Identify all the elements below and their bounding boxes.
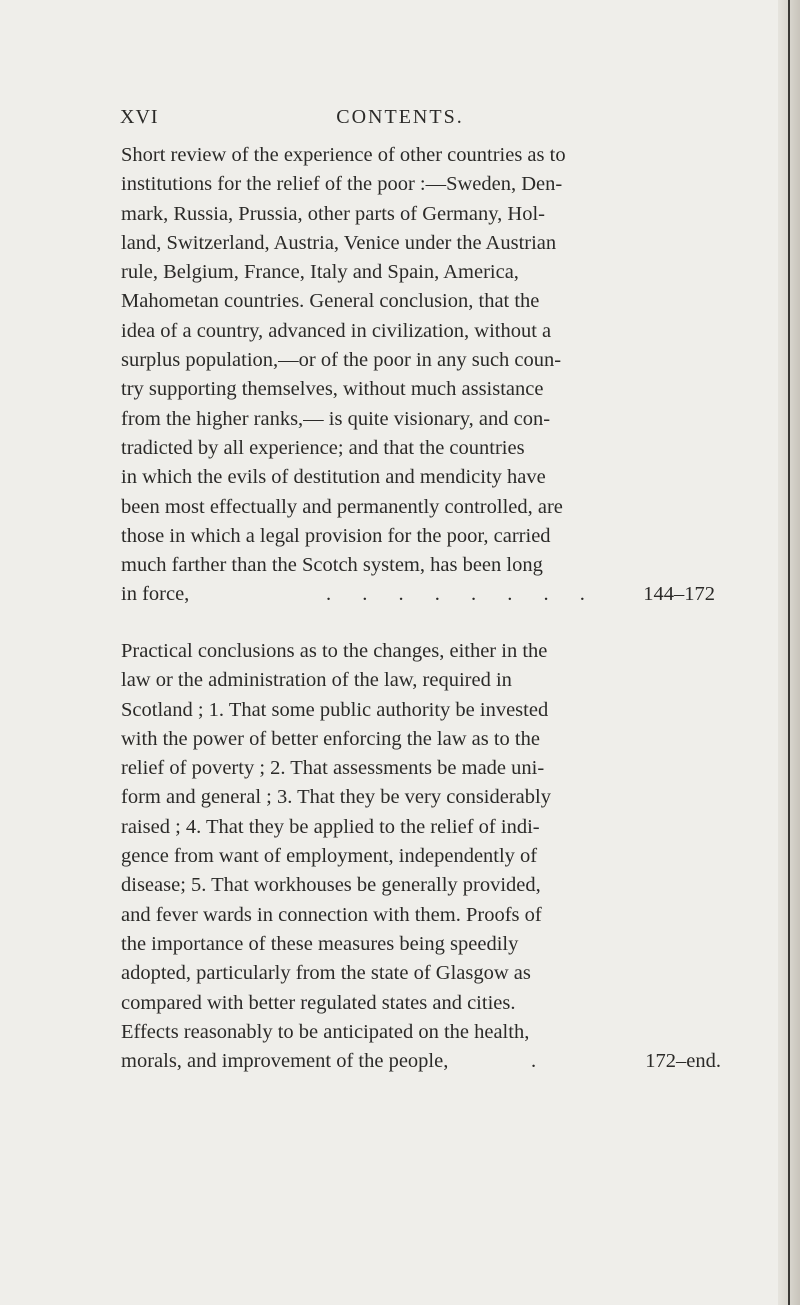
entry-line: mark, Russia, Prussia, other parts of Germany, Hol- [121, 202, 545, 225]
entry-line: institutions for the relief of the poor :—Sweden, Den- [121, 173, 563, 196]
entry-reference-line [121, 1047, 721, 1076]
entry-line: tradicted by all experience; and that the countries [121, 436, 525, 459]
running-title: CONTENTS. [336, 106, 464, 128]
entry-line: the importance of these measures being speedily [121, 932, 519, 955]
entry-line: those in which a legal provision for the poor, carried [121, 524, 551, 547]
entry-line: Scotland ; 1. That some public authority be invested [121, 698, 549, 721]
entry-reference-line [121, 580, 715, 609]
entry-line: gence from want of employment, independently of [121, 845, 538, 868]
entry-line: law or the administration of the law, required in [121, 669, 512, 692]
entry-line: relief of poverty ; 2. That assessments be made uni- [121, 757, 545, 780]
entry-line: disease; 5. That workhouses be generally provided, [121, 874, 541, 897]
page-binding-line [788, 0, 790, 1305]
entry-line: and fever wards in connection with them. Proofs of [121, 903, 542, 926]
entry-line: Effects reasonably to be anticipated on the health, [121, 1020, 530, 1043]
entry-line: raised ; 4. That they be applied to the relief of indi- [121, 815, 540, 838]
entry-last-line: morals, and improvement of the people, [121, 1050, 449, 1073]
entry-line: compared with better regulated states and cities. [121, 991, 516, 1014]
entry-line: much farther than the Scotch system, has been long [121, 554, 543, 577]
contents-entry [121, 141, 715, 610]
entry-line: Short review of the experience of other countries as to [121, 144, 566, 166]
dot-leader: . . . . . . . . [326, 583, 598, 606]
entry-line: adopted, particularly from the state of Glasgow as [121, 962, 531, 985]
page-range: 172–end. [645, 1050, 721, 1073]
entry-line: with the power of better enforcing the law as to the [121, 727, 540, 750]
entry-line: try supporting themselves, without much assistance [121, 378, 544, 401]
entry-line: Mahometan countries. General conclusion, that the [121, 290, 540, 313]
dot-leader: . [531, 1050, 550, 1073]
contents-entry [121, 637, 721, 1076]
entry-line: been most effectually and permanently controlled, are [121, 495, 563, 518]
entry-line: Practical conclusions as to the changes, either in the [121, 640, 548, 662]
entry-line: from the higher ranks,— is quite visionary, and con- [121, 407, 551, 430]
entry-line: land, Switzerland, Austria, Venice under the Austrian [121, 231, 557, 254]
entry-line: idea of a country, advanced in civilization, without a [121, 319, 552, 342]
entry-line: rule, Belgium, France, Italy and Spain, America, [121, 261, 519, 284]
entry-line: form and general ; 3. That they be very considerably [121, 786, 551, 809]
page-header [0, 104, 800, 130]
entry-last-line: in force, [121, 583, 190, 606]
entry-line: surplus population,—or of the poor in any such coun- [121, 349, 562, 372]
page-range: 144–172 [643, 583, 715, 606]
page-folio: XVI [120, 106, 159, 128]
entry-line: in which the evils of destitution and mendicity have [121, 466, 546, 489]
